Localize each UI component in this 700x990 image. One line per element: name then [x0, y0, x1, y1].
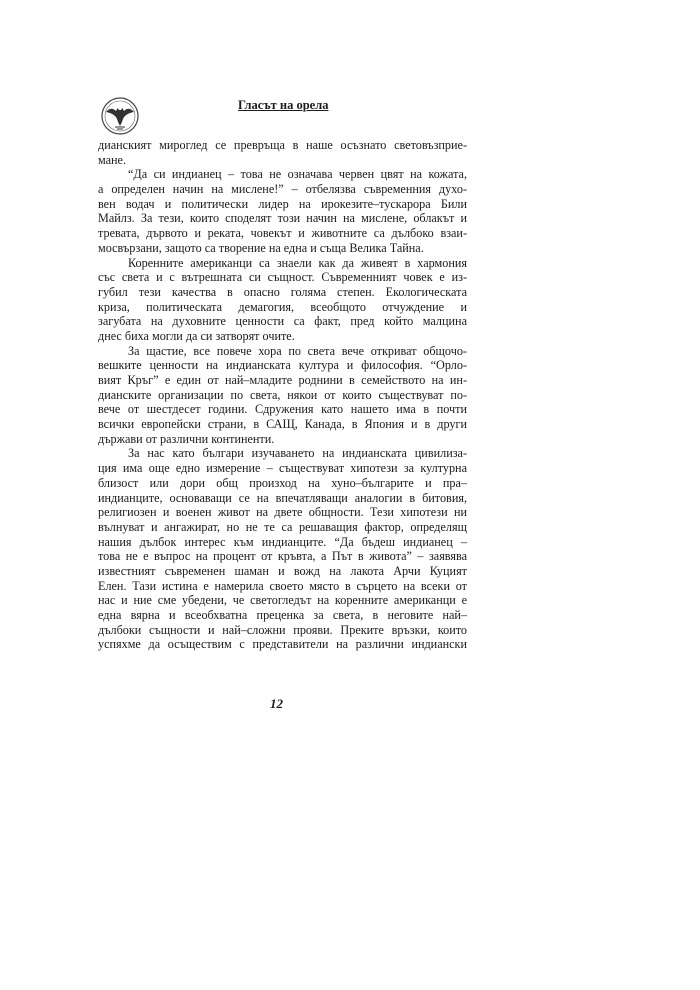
text-line: дианският мироглед се превръща в наше осъзнато световъзприе- [98, 138, 467, 152]
text-line: мане. [98, 152, 127, 167]
text-line: вешките ценности на индианската култура и философия. “Орло- [98, 358, 467, 373]
text-line: успяхме да осъществим с представители на различни индиански [98, 637, 467, 652]
text-line: загубата на духовните ценности са факт, пред който малцина [98, 314, 467, 329]
text-line: криза, политическата демагогия, всеобщото отчуждение и [98, 299, 467, 314]
text-line: всички европейски страни, в САЩ, Канада, в Япония и в други [98, 417, 467, 432]
text-line: нашия дълбок интерес към индианците. “Да бъдеш индианец – [98, 534, 467, 549]
text-line: Елен. Тази истина е намерила своето място в сърцето на всеки от [98, 578, 467, 593]
text-line: а определен начин на мислене!” – отбелязва съвременния духо- [98, 182, 467, 197]
text-line: държави от различни континенти. [98, 431, 275, 446]
text-line: ция има още едно измерение – съществуват хипотези за културна [98, 461, 467, 476]
text-line: тревата, дървото и реката, човекът и животните са дълбоко взаи- [98, 226, 467, 241]
text-line: дианските организации по света, някои от които съществуват по- [98, 387, 467, 402]
text-line: вълнуват и ангажират, но не те са решаващия фактор, определящ [98, 519, 467, 534]
text-line: мосвързани, защото са творение на една и съща Велика Тайна. [98, 240, 424, 255]
text-line: вен водач и политически лидер на ирокезите–тускарора Били [98, 196, 467, 211]
text-line: губил тези качества в опасно голяма степен. Екологическата [98, 284, 467, 299]
text-line: За нас като българи изучаването на индианската цивилиза- [128, 446, 467, 461]
page-header [100, 96, 480, 136]
text-line: вече от шестдесет години. Сдружения като нашето има в почти [98, 402, 467, 417]
eagle-emblem-icon [100, 96, 140, 136]
text-line: вият Кръг” е един от най–младите роднини в семейството на ин- [98, 373, 467, 387]
text-line: религиозен и военен живот на двете общности. Тези хипотези ни [98, 505, 467, 520]
text-line: със света и с вътрешната си същност. Съвременният човек е из- [98, 270, 467, 285]
text-line: нас и ние сме убедени, че светогледът на коренните американци е [98, 593, 467, 608]
page-number: 12 [270, 696, 283, 711]
text-line: Майлз. За тези, които споделят този начин на мислене, облакът и [98, 211, 467, 226]
text-line: известният съвременен шаман и вожд на лакота Арчи Куцият [98, 563, 467, 578]
text-line: една вярна и всеобхватна преценка за света, в неговите най– [98, 608, 467, 622]
text-line: дълбоки същности и най–сложни прояви. Преките връзки, които [98, 622, 467, 637]
body-text [98, 138, 467, 652]
text-line: това не е въпрос на процент от кръвта, а Път в живота” – заявява [98, 549, 467, 564]
text-line: За щастие, все повече хора по света вече откриват общочо- [128, 343, 467, 358]
text-line: “Да си индианец – това не означава червен цвят на кожата, [128, 167, 467, 182]
text-line: индианците, основаващи се на впечатляващи аналогии в битовия, [98, 490, 467, 505]
running-title: Гласът на орела [238, 98, 329, 112]
text-line: Коренните американци са знаели как да живеят в хармония [128, 255, 467, 270]
text-line: близост или дори общ произход на хуно–българите и пра– [98, 475, 467, 490]
text-line: днес биха могли да си затворят очите. [98, 328, 295, 343]
